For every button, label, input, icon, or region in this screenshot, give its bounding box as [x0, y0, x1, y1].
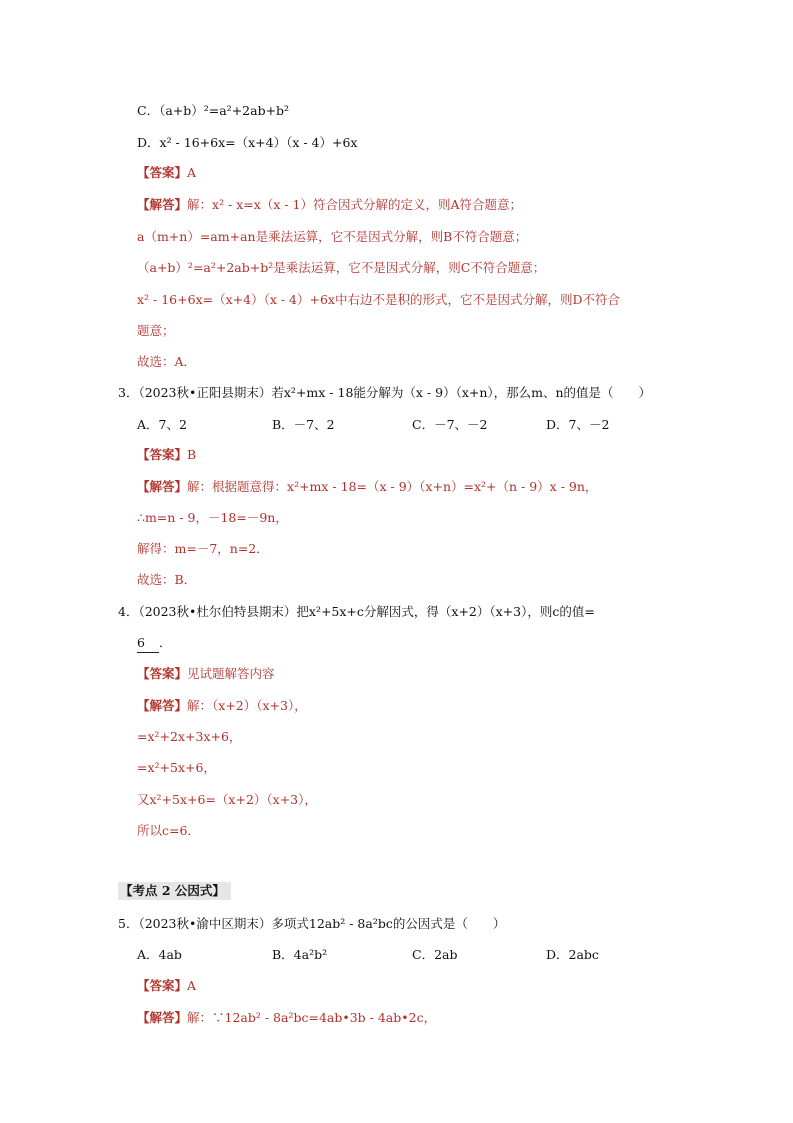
q4-solution-line-1: 【解答】解：（x+2）（x+3）， [137, 698, 307, 713]
q5-option-a: A．4ab [137, 947, 182, 962]
q3-option-d: D．7、－2 [546, 417, 610, 432]
q4-solution-line-4: 又x²+5x+6=（x+2）（x+3）， [137, 792, 317, 807]
q2-solution-line-6: 故选：A． [137, 354, 197, 369]
answer-label: 【答案】 [137, 447, 188, 462]
q3-solution-line-2: ∴m=n - 9，－18=－9n， [137, 510, 288, 525]
q3-solution-line-1: 【解答】解：根据题意得：x²+mx - 18=（x - 9）（x+n）=x²+（n - 9）x - 9n， [137, 479, 598, 494]
answer-label: 【答案】 [137, 666, 188, 681]
q3-stem: 3．（2023秋•正阳县期末）若x²+mx - 18能分解为（x - 9）（x+n），那么m、n的值是（ ） [118, 385, 652, 400]
q5-option-d: D．2abc [546, 947, 599, 962]
q5-answer [137, 977, 196, 995]
answer-value: A [187, 978, 197, 993]
q3-solution-line-4: 故选：B． [137, 572, 197, 587]
q4-blank-line: 6 ． [137, 634, 172, 653]
q5-stem: 5．（2023秋•渝中区期末）多项式12ab² - 8a²bc的公因式是（ ） [118, 916, 506, 931]
q3-option-b: B．－7、2 [272, 417, 335, 432]
q4-answer [137, 665, 275, 683]
section-heading: 【考点 2 公因式】 [118, 882, 231, 900]
q2-solution-line-2: a（m+n）=am+an是乘法运算，它不是因式分解，则B不符合题意； [137, 229, 528, 244]
q4-solution-line-5: 所以c=6． [137, 823, 200, 838]
q2-option-c: C．（a+b）²=a²+2ab+b² [137, 103, 290, 118]
q2-option-d: D．x² - 16+6x=（x+4）（x - 4）+6x [137, 135, 358, 150]
q3-answer [137, 446, 196, 464]
q2-answer [137, 164, 196, 182]
q5-option-b: B．4a²b² [272, 947, 328, 962]
q4-blank-answer: 6 [137, 634, 159, 653]
q3-option-a: A．7、2 [137, 417, 187, 432]
q4-solution-line-3: =x²+5x+6， [137, 760, 216, 775]
q4-stem: 4．（2023秋•杜尔伯特县期末）把x²+5x+c分解因式，得（x+2）（x+3），则c的值= [118, 604, 595, 619]
q5-option-c: C．2ab [412, 947, 458, 962]
answer-value: A [187, 165, 197, 180]
q2-solution-line-1: 【解答】解：x² - x=x（x - 1）符合因式分解的定义，则A符合题意； [137, 197, 523, 212]
answer-label: 【答案】 [137, 978, 188, 993]
q2-solution-line-4: x² - 16+6x=（x+4）（x - 4）+6x中右边不是积的形式，它不是因式分解，则D不符合 [137, 292, 620, 307]
q4-solution-line-2: =x²+2x+3x+6， [137, 729, 242, 744]
q2-solution-line-5: 题意； [137, 323, 175, 338]
solution-label: 【解答】 [137, 197, 188, 212]
solution-label: 【解答】 [137, 479, 188, 494]
answer-label: 【答案】 [137, 165, 188, 180]
q3-solution-line-3: 解得：m=－7，n=2． [137, 541, 269, 556]
solution-label: 【解答】 [137, 1010, 188, 1025]
solution-label: 【解答】 [137, 698, 188, 713]
answer-value: B [187, 447, 197, 462]
q5-solution-line-1: 【解答】解：∵12ab² - 8a²bc=4ab•3b - 4ab•2c， [137, 1010, 437, 1025]
q3-option-c: C．－7、－2 [412, 417, 488, 432]
answer-value: 见试题解答内容 [187, 666, 275, 681]
q2-solution-line-3: （a+b）²=a²+2ab+b²是乘法运算，它不是因式分解，则C不符合题意； [137, 260, 546, 275]
